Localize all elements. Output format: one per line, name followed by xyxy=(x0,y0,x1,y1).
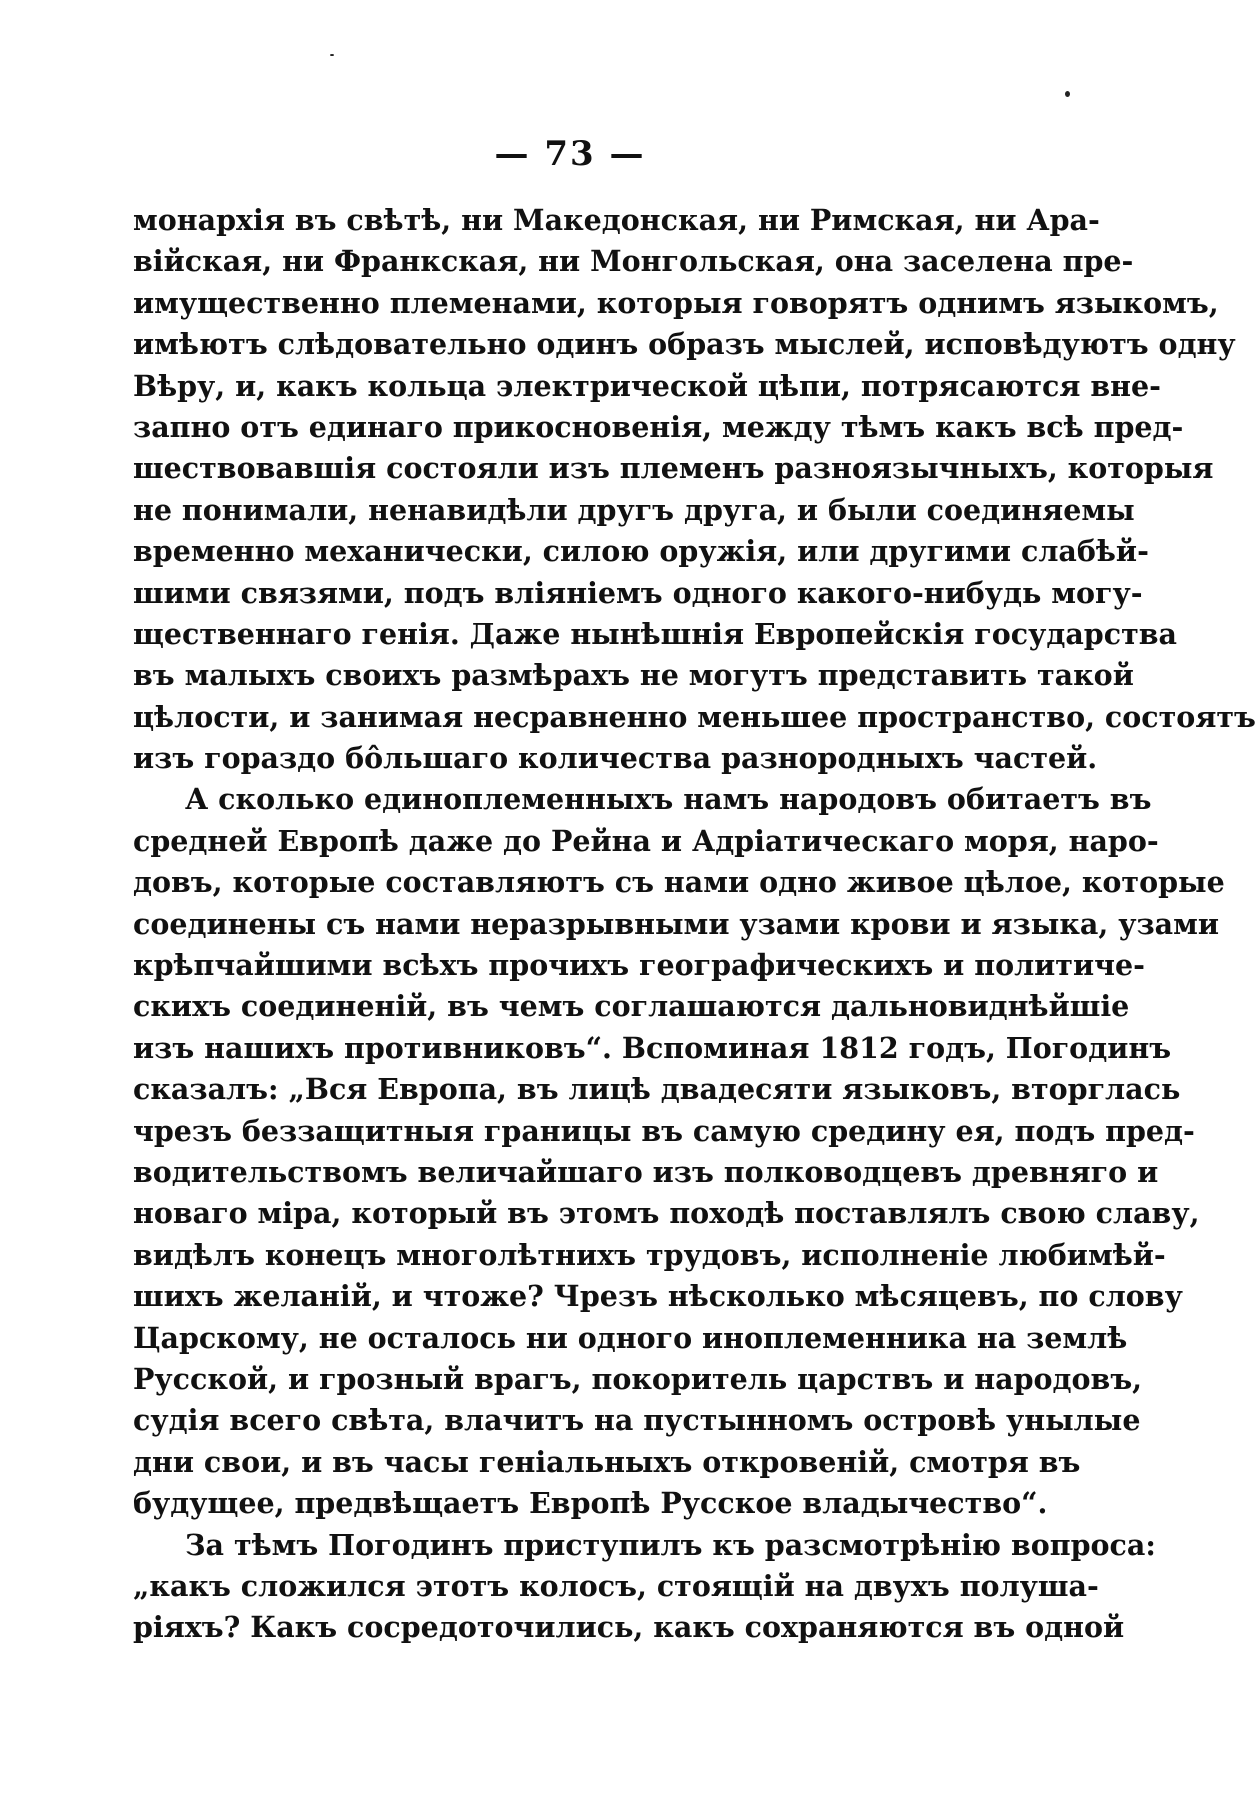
text-line: изъ нашихъ противниковъ“. Вспоминая 1812 годъ, Погодинъ xyxy=(133,1030,1172,1065)
text-line: соединены съ нами неразрывными узами крови и языка, узами xyxy=(133,906,1220,941)
text-line: А сколько единоплеменныхъ намъ народовъ обитаетъ въ xyxy=(185,782,1152,817)
text-line: шими связями, подъ вліяніемъ одного какого-нибудь могу- xyxy=(133,575,1143,610)
paragraph xyxy=(133,1525,1156,1649)
text-line: видѣлъ конецъ многолѣтнихъ трудовъ, исполненіе любимѣй- xyxy=(133,1237,1166,1272)
paragraph xyxy=(133,779,1225,1524)
text-line: Русской, и грозный врагъ, покоритель царствъ и народовъ, xyxy=(133,1361,1143,1396)
text-line: щественнаго генія. Даже нынѣшнія Европейскія государства xyxy=(133,616,1178,651)
text-line: водительствомъ величайшаго изъ полководцевъ древняго и xyxy=(133,1154,1159,1189)
text-line: имѣютъ слѣдовательно одинъ образъ мыслей, исповѣдуютъ одну xyxy=(133,327,1236,362)
text-line: ріяхъ? Какъ сосредоточились, какъ сохраняются въ одной xyxy=(133,1610,1125,1645)
text-line: изъ гораздо бо̂льшаго количества разнородныхъ частей. xyxy=(133,741,1098,776)
text-line: судія всего свѣта, влачитъ на пустынномъ островѣ унылые xyxy=(133,1403,1141,1438)
body-text xyxy=(133,200,1256,1649)
text-line: крѣпчайшими всѣхъ прочихъ географическихъ и политиче- xyxy=(133,948,1145,983)
text-line: временно механически, силою оружія, или другими слабѣй- xyxy=(133,534,1149,569)
text-line: новаго міра, который въ этомъ походѣ поставлялъ свою славу, xyxy=(133,1196,1200,1231)
text-line: довъ, которые составляютъ съ нами одно живое цѣлое, которые xyxy=(133,865,1225,900)
text-line: цѣлости, и занимая несравненно меньшее пространство, состоятъ xyxy=(133,699,1256,734)
text-line: За тѣмъ Погодинъ приступилъ къ разсмотрѣнію вопроса: xyxy=(185,1527,1156,1562)
text-line: не понимали, ненавидѣли другъ друга, и были соединяемы xyxy=(133,492,1135,527)
text-line: запно отъ единаго прикосновенія, между тѣмъ какъ всѣ пред- xyxy=(133,409,1184,444)
scan-speck xyxy=(1065,91,1070,97)
page-number: — 73 — xyxy=(494,134,646,174)
text-line: въ малыхъ своихъ размѣрахъ не могутъ представить такой xyxy=(133,658,1134,693)
text-line: „какъ сложился этотъ колосъ, стоящій на двухъ полуша- xyxy=(133,1568,1099,1603)
text-line: шествовавшія состояли изъ племенъ разноязычныхъ, которыя xyxy=(133,451,1214,486)
text-line: Царскому, не осталось ни одного иноплеменника на землѣ xyxy=(133,1320,1128,1355)
text-line: будущее, предвѣщаетъ Европѣ Русское владычество“. xyxy=(133,1486,1048,1521)
text-line: чрезъ беззащитныя границы въ самую средину ея, подъ пред- xyxy=(133,1113,1195,1148)
text-line: имущественно племенами, которыя говорятъ однимъ языкомъ, xyxy=(133,285,1219,320)
text-line: сказалъ: „Вся Европа, въ лицѣ двадесяти языковъ, вторглась xyxy=(133,1072,1181,1107)
text-line: шихъ желаній, и чтоже? Чрезъ нѣсколько мѣсяцевъ, по слову xyxy=(133,1279,1183,1314)
text-line: Вѣру, и, какъ кольца электрической цѣпи, потрясаются вне- xyxy=(133,368,1162,403)
text-line: дни свои, и въ часы геніальныхъ откровеній, смотря въ xyxy=(133,1444,1081,1479)
text-line: средней Европѣ даже до Рейна и Адріатическаго моря, наро- xyxy=(133,823,1159,858)
scan-speck xyxy=(330,54,334,56)
paragraph xyxy=(133,200,1256,779)
text-line: монархія въ свѣтѣ, ни Македонская, ни Римская, ни Ара- xyxy=(133,203,1100,237)
text-line: скихъ соединеній, въ чемъ соглашаются дальновиднѣйшіе xyxy=(133,989,1130,1024)
text-line: війская, ни Франкская, ни Монгольская, она заселена пре- xyxy=(133,244,1134,279)
